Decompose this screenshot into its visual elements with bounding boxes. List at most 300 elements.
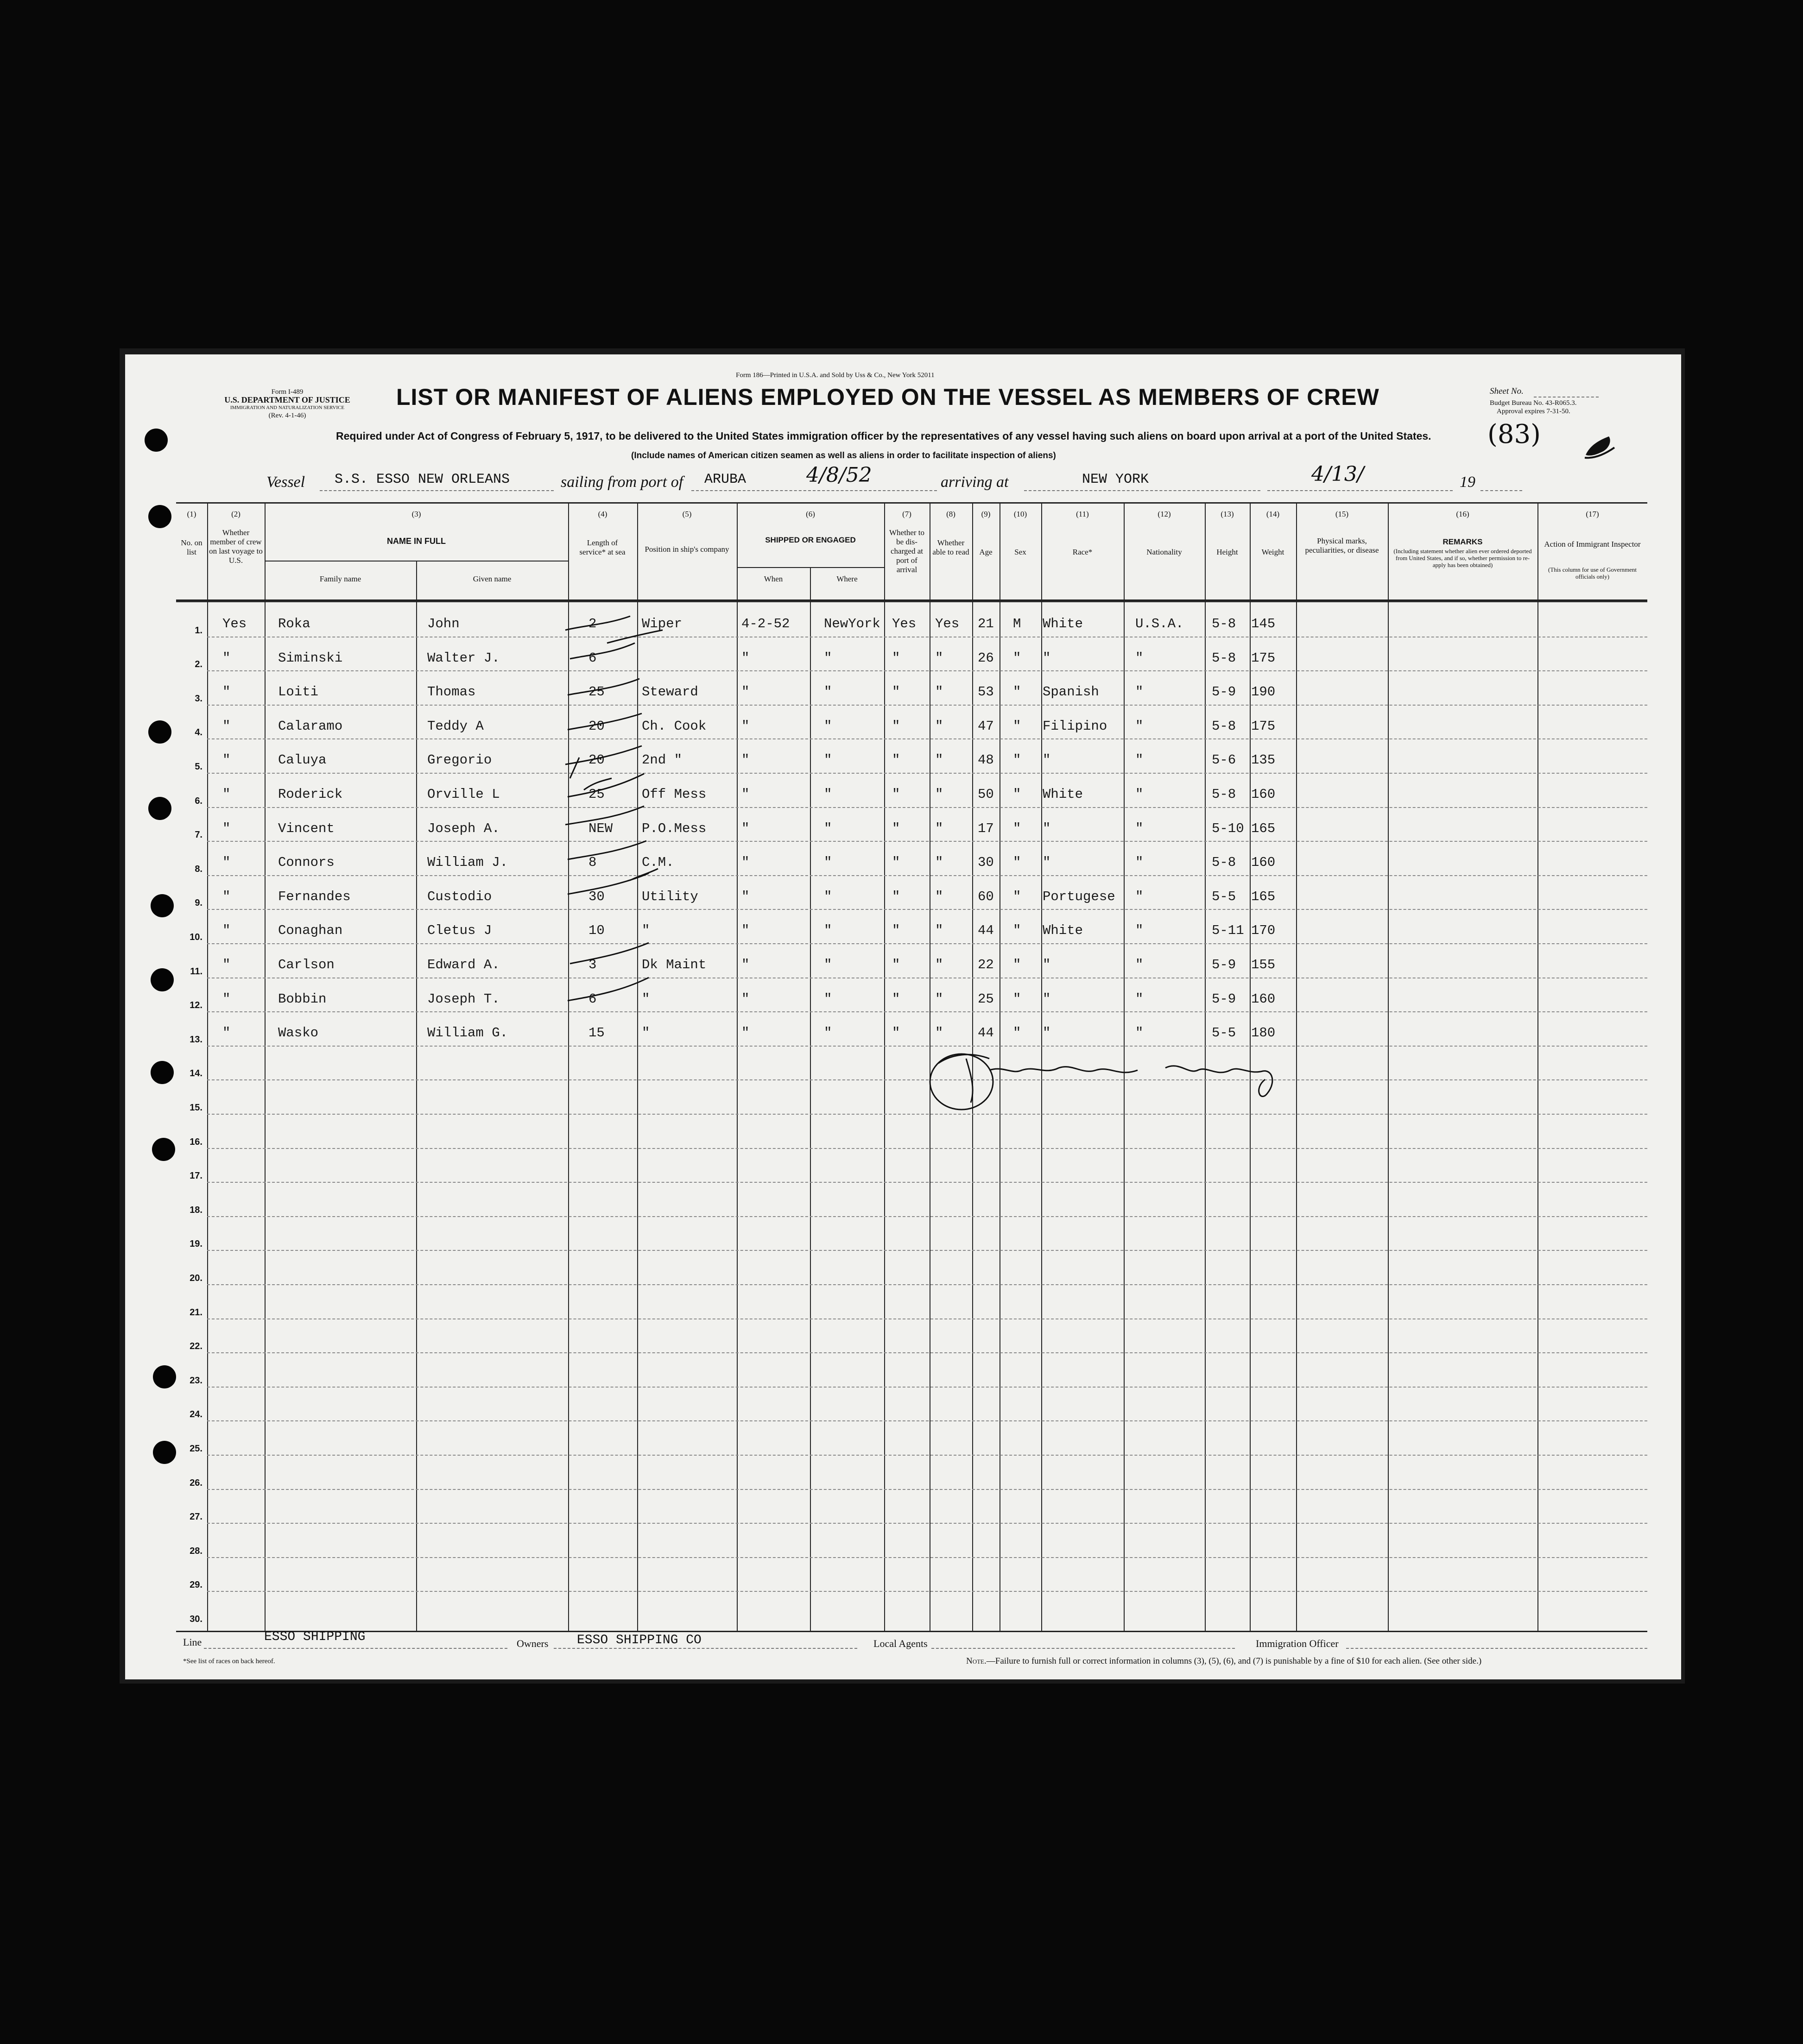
cell-sex: " — [1013, 991, 1021, 1007]
cell-height: 5-8 — [1212, 787, 1236, 802]
sheet-label: Sheet No. — [1490, 386, 1524, 396]
cell-prior: " — [222, 820, 231, 836]
cell-position: Wiper — [642, 616, 683, 631]
row-number: 5. — [195, 762, 202, 772]
cell-where: " — [824, 923, 832, 939]
header-race: Race* — [1072, 548, 1093, 556]
col-number: (5) — [682, 510, 692, 518]
port-field-line — [691, 490, 937, 491]
cell-nationality: " — [1135, 650, 1144, 666]
cell-read: " — [935, 684, 943, 700]
punch-hole — [148, 505, 171, 528]
cell-discharged: " — [892, 889, 900, 904]
table-bottom-rule — [176, 1631, 1647, 1632]
cell-height: 5-9 — [1212, 684, 1236, 700]
cell-height: 5-10 — [1212, 820, 1244, 836]
row-number: 2. — [195, 659, 202, 670]
cell-height: 5-5 — [1212, 1025, 1236, 1041]
cell-given: Thomas — [427, 684, 476, 700]
header-no-on-list: No. on list — [181, 538, 202, 556]
header-prior-voyage: Whether member of crew on last voyage to U.S. — [209, 528, 263, 565]
cell-race: White — [1043, 787, 1083, 802]
punch-hole — [148, 720, 171, 744]
row-number: 12. — [190, 1000, 202, 1011]
cell-service: 6 — [588, 991, 597, 1007]
row-number: 11. — [190, 966, 202, 977]
row-number: 1. — [195, 625, 202, 636]
owners-field — [554, 1648, 857, 1649]
cell-prior: " — [222, 718, 231, 734]
cell-service: 6 — [588, 650, 597, 666]
row-number: 15. — [190, 1103, 202, 1113]
cell-position: " — [642, 923, 650, 939]
cell-race: " — [1043, 1025, 1051, 1041]
header-physical-marks: Physical marks, peculiarities, or disease — [1305, 536, 1379, 555]
cell-position: C.M. — [642, 855, 674, 871]
header-able-to-read: Whether able to read — [932, 538, 969, 556]
row-number: 26. — [190, 1477, 202, 1488]
cell-when: 4-2-52 — [741, 616, 790, 631]
row-rule — [207, 1591, 1647, 1592]
agency-block — [218, 388, 357, 420]
row-number: 13. — [190, 1034, 202, 1045]
col-number: (17) — [1586, 510, 1599, 518]
line-label: Line — [183, 1636, 202, 1648]
row-number: 21. — [190, 1307, 202, 1318]
cell-family: Conaghan — [278, 923, 343, 939]
cell-when: " — [741, 787, 750, 802]
cell-prior: " — [222, 752, 231, 768]
row-number: 30. — [190, 1614, 202, 1624]
col-rule — [884, 502, 885, 1631]
cell-nationality: " — [1135, 718, 1144, 734]
cell-race: " — [1043, 855, 1051, 871]
cell-age: 25 — [978, 991, 994, 1007]
cell-age: 47 — [978, 718, 994, 734]
cell-weight: 155 — [1251, 957, 1276, 972]
cell-read: " — [935, 957, 943, 972]
row-number: 16. — [190, 1136, 202, 1147]
cell-race: " — [1043, 820, 1051, 836]
header-sex: Sex — [1014, 548, 1026, 556]
cell-family: Fernandes — [278, 889, 351, 904]
row-rule — [207, 670, 1647, 671]
col-number: (14) — [1266, 510, 1280, 518]
cell-when: " — [741, 991, 750, 1007]
vessel-name: S.S. ESSO NEW ORLEANS — [335, 472, 510, 487]
cell-where: " — [824, 787, 832, 802]
immigration-officer-label: Immigration Officer — [1256, 1638, 1339, 1649]
page-title: LIST OR MANIFEST OF ALIENS EMPLOYED ON THE VESSEL AS MEMBERS OF CREW — [396, 384, 1379, 410]
punch-hole — [151, 968, 174, 991]
department: U.S. DEPARTMENT OF JUSTICE — [224, 395, 350, 404]
col-rule — [737, 502, 738, 1631]
cell-when: " — [741, 684, 750, 700]
cell-family: Roderick — [278, 787, 343, 802]
cell-service: 3 — [588, 957, 597, 972]
punch-hole — [153, 1365, 176, 1388]
punch-hole — [148, 797, 171, 820]
year-field-line — [1480, 490, 1522, 491]
approval-expiry: Approval expires 7-31-50. — [1497, 408, 1570, 415]
header-discharged: Whether to be dis-charged at port of arrival — [889, 528, 924, 574]
cell-discharged: " — [892, 991, 900, 1007]
cell-service: 20 — [588, 718, 605, 734]
cell-height: 5-8 — [1212, 855, 1236, 871]
cell-weight: 180 — [1251, 1025, 1276, 1041]
line-value: ESSO SHIPPING — [264, 1630, 366, 1644]
cell-service: 30 — [588, 889, 605, 904]
cell-where: " — [824, 889, 832, 904]
cell-race: Spanish — [1043, 684, 1099, 700]
cell-when: " — [741, 752, 750, 768]
cell-when: " — [741, 820, 750, 836]
arrival-port: NEW YORK — [1082, 472, 1149, 487]
cell-discharged: " — [892, 923, 900, 939]
row-number: 28. — [190, 1546, 202, 1556]
cell-weight: 175 — [1251, 718, 1276, 734]
cell-when: " — [741, 1025, 750, 1041]
row-rule — [207, 1420, 1647, 1421]
cell-position: Utility — [642, 889, 698, 904]
cell-nationality: " — [1135, 1025, 1144, 1041]
cell-position: Ch. Cook — [642, 718, 707, 734]
cell-sex: " — [1013, 787, 1021, 802]
cell-sex: " — [1013, 889, 1021, 904]
cell-discharged: " — [892, 650, 900, 666]
cell-service: 2 — [588, 616, 597, 631]
cell-sex: " — [1013, 684, 1021, 700]
cell-sex: " — [1013, 1025, 1021, 1041]
cell-where: " — [824, 650, 832, 666]
cell-position: 2nd " — [642, 752, 683, 768]
cell-prior: " — [222, 684, 231, 700]
header-shipped-or-engaged: SHIPPED OR ENGAGED — [765, 536, 856, 544]
cell-nationality: " — [1135, 889, 1144, 904]
arrival-date-field-line — [1267, 490, 1453, 491]
arrival-port-field-line — [1024, 490, 1260, 491]
cell-read: Yes — [935, 616, 960, 631]
header-bottom-rule — [176, 599, 1647, 602]
row-rule — [207, 1250, 1647, 1251]
cell-family: Siminski — [278, 650, 343, 666]
printer-line: Form 186—Printed in U.S.A. and Sold by Uss & Co., New York 52011 — [736, 372, 935, 379]
cell-prior: " — [222, 991, 231, 1007]
cell-nationality: U.S.A. — [1135, 616, 1184, 631]
punch-hole — [145, 429, 168, 452]
cell-prior: Yes — [222, 616, 247, 631]
table-top-rule — [176, 502, 1647, 504]
owners-label: Owners — [517, 1638, 549, 1649]
cell-nationality: " — [1135, 684, 1144, 700]
cell-height: 5-9 — [1212, 991, 1236, 1007]
service-check-marks — [556, 602, 677, 1056]
punch-hole — [151, 894, 174, 917]
cell-weight: 135 — [1251, 752, 1276, 768]
line-field — [204, 1648, 507, 1649]
cell-height: 5-11 — [1212, 923, 1244, 939]
col-number: (15) — [1335, 510, 1349, 518]
header-nationality: Nationality — [1146, 548, 1182, 556]
cell-discharged: Yes — [892, 616, 917, 631]
row-number: 8. — [195, 864, 202, 874]
col-number: (2) — [231, 510, 240, 518]
header-given-name: Given name — [473, 574, 512, 583]
row-number: 17. — [190, 1171, 202, 1181]
vessel-field-line — [320, 490, 554, 491]
year-label: 19 — [1460, 473, 1475, 491]
col-number: (11) — [1076, 510, 1089, 518]
cell-read: " — [935, 820, 943, 836]
row-rule — [207, 841, 1647, 842]
cell-weight: 190 — [1251, 684, 1276, 700]
row-number: 19. — [190, 1239, 202, 1249]
cell-prior: " — [222, 1025, 231, 1041]
cell-nationality: " — [1135, 957, 1144, 972]
cell-given: Custodio — [427, 889, 492, 904]
cell-age: 22 — [978, 957, 994, 972]
cell-discharged: " — [892, 1025, 900, 1041]
cell-read: " — [935, 1025, 943, 1041]
cell-given: Gregorio — [427, 752, 492, 768]
cell-sex: " — [1013, 820, 1021, 836]
vessel-label: Vessel — [266, 473, 305, 491]
cell-nationality: " — [1135, 820, 1144, 836]
cell-where: NewYork — [824, 616, 880, 631]
cell-service: 25 — [588, 787, 605, 802]
header-inspector-note: (This column for use of Government officials only) — [1548, 566, 1637, 580]
cell-prior: " — [222, 889, 231, 904]
penalty-note — [966, 1656, 1481, 1666]
row-rule — [207, 1557, 1647, 1558]
cell-sex: " — [1013, 957, 1021, 972]
row-rule — [207, 738, 1647, 739]
cell-prior: " — [222, 650, 231, 666]
cell-read: " — [935, 650, 943, 666]
punch-hole — [151, 1061, 174, 1084]
col-rule — [265, 502, 266, 1631]
row-rule — [207, 1523, 1647, 1524]
col-number: (8) — [946, 510, 955, 518]
sailing-port: ARUBA — [704, 472, 747, 487]
col-rule — [1537, 502, 1538, 1631]
cell-age: 50 — [978, 787, 994, 802]
cell-service: 15 — [588, 1025, 605, 1041]
header-family-name: Family name — [319, 574, 361, 583]
row-rule — [207, 1455, 1647, 1456]
cell-discharged: " — [892, 820, 900, 836]
cell-family: Loiti — [278, 684, 319, 700]
row-number: 6. — [195, 795, 202, 806]
sailing-label: sailing from port of — [561, 473, 683, 491]
cell-where: " — [824, 855, 832, 871]
races-note: *See list of races on back hereof. — [183, 1658, 275, 1665]
signature — [920, 1038, 1300, 1121]
col-rule — [1388, 502, 1389, 1631]
row-rule — [207, 1284, 1647, 1285]
row-rule — [207, 773, 1647, 774]
cell-given: John — [427, 616, 460, 631]
cell-race: White — [1043, 616, 1083, 631]
cell-discharged: " — [892, 684, 900, 700]
cell-family: Connors — [278, 855, 335, 871]
row-number: 24. — [190, 1409, 202, 1420]
cell-service: 25 — [588, 684, 605, 700]
row-number: 10. — [190, 932, 202, 942]
cell-prior: " — [222, 855, 231, 871]
row-number: 29. — [190, 1580, 202, 1590]
cell-position: " — [642, 1025, 650, 1041]
cell-family: Vincent — [278, 820, 335, 836]
row-number: 25. — [190, 1444, 202, 1454]
cell-position: " — [642, 991, 650, 1007]
col-number: (6) — [806, 510, 815, 518]
row-rule — [207, 1182, 1647, 1183]
cell-given: Joseph T. — [427, 991, 500, 1007]
cell-weight: 160 — [1251, 787, 1276, 802]
cell-family: Caluya — [278, 752, 327, 768]
cell-race: " — [1043, 991, 1051, 1007]
cell-read: " — [935, 855, 943, 871]
cell-family: Bobbin — [278, 991, 327, 1007]
header-age: Age — [979, 548, 993, 556]
col-rule — [416, 561, 417, 1631]
cell-age: 60 — [978, 889, 994, 904]
cell-when: " — [741, 889, 750, 904]
cell-given: Joseph A. — [427, 820, 500, 836]
header-name-in-full: NAME IN FULL — [387, 536, 446, 546]
cell-position: P.O.Mess — [642, 820, 707, 836]
cell-given: William G. — [427, 1025, 508, 1041]
header-position: Position in ship's company — [645, 545, 729, 554]
header-weight: Weight — [1261, 548, 1284, 556]
row-rule — [207, 807, 1647, 808]
row-rule — [207, 909, 1647, 910]
cell-age: 17 — [978, 820, 994, 836]
cell-sex: " — [1013, 718, 1021, 734]
cell-service: NEW — [588, 820, 613, 836]
subtitle: Required under Act of Congress of February 5, 1917, to be delivered to the United States immigration officer by the representatives of any vessel having such aliens on board upon arrival at a port of the United States. — [336, 430, 1431, 442]
cell-height: 5-6 — [1212, 752, 1236, 768]
col-number: (9) — [981, 510, 991, 518]
budget-number: Budget Bureau No. 43-R065.3. — [1490, 399, 1577, 407]
punch-hole — [152, 1138, 175, 1161]
cell-prior: " — [222, 923, 231, 939]
cell-given: Edward A. — [427, 957, 500, 972]
cell-weight: 170 — [1251, 923, 1276, 939]
cell-race: Filipino — [1043, 718, 1107, 734]
cell-weight: 160 — [1251, 991, 1276, 1007]
cell-age: 44 — [978, 1025, 994, 1041]
row-number: 9. — [195, 898, 202, 908]
cell-family: Roka — [278, 616, 310, 631]
shipped-subheader-rule — [737, 567, 884, 568]
cell-prior: " — [222, 957, 231, 972]
cell-read: " — [935, 718, 943, 734]
cell-race: " — [1043, 650, 1051, 666]
cell-height: 5-8 — [1212, 616, 1236, 631]
row-rule — [207, 1011, 1647, 1012]
cell-nationality: " — [1135, 855, 1144, 871]
cell-age: 26 — [978, 650, 994, 666]
cell-given: William J. — [427, 855, 508, 871]
row-rule — [207, 705, 1647, 706]
row-rule — [207, 875, 1647, 876]
col-number: (10) — [1013, 510, 1027, 518]
cell-where: " — [824, 684, 832, 700]
cell-sex: " — [1013, 752, 1021, 768]
cell-weight: 175 — [1251, 650, 1276, 666]
header-when: When — [764, 574, 783, 583]
cell-age: 44 — [978, 923, 994, 939]
cell-position: Steward — [642, 684, 698, 700]
cell-service: 10 — [588, 923, 605, 939]
col-number: (12) — [1158, 510, 1171, 518]
cell-weight: 160 — [1251, 855, 1276, 871]
cell-service: 20 — [588, 752, 605, 768]
col-number: (16) — [1456, 510, 1469, 518]
cell-given: Cletus J — [427, 923, 492, 939]
cell-position: Dk Maint — [642, 957, 707, 972]
row-number: 22. — [190, 1341, 202, 1352]
header-inspector-action: Action of Immigrant Inspector — [1544, 540, 1641, 549]
cell-when: " — [741, 923, 750, 939]
cell-discharged: " — [892, 855, 900, 871]
owners-value: ESSO SHIPPING CO — [577, 1633, 702, 1647]
cell-family: Calaramo — [278, 718, 343, 734]
immigration-officer-field — [1346, 1648, 1647, 1649]
cell-where: " — [824, 1025, 832, 1041]
row-number: 20. — [190, 1273, 202, 1283]
page-mark: (83) — [1487, 419, 1541, 449]
subnote: (Include names of American citizen seamen as well as aliens in order to facilitate inspection of aliens) — [631, 451, 1056, 461]
cell-race: White — [1043, 923, 1083, 939]
row-number: 14. — [190, 1068, 202, 1079]
cell-sex: " — [1013, 855, 1021, 871]
cell-race: Portugese — [1043, 889, 1115, 904]
cell-race: " — [1043, 957, 1051, 972]
cell-sex: " — [1013, 650, 1021, 666]
row-rule — [207, 1352, 1647, 1353]
cell-where: " — [824, 991, 832, 1007]
cell-height: 5-8 — [1212, 650, 1236, 666]
service: IMMIGRATION AND NATURALIZATION SERVICE — [230, 405, 345, 410]
row-number: 7. — [195, 830, 202, 840]
cell-discharged: " — [892, 957, 900, 972]
row-rule — [207, 1216, 1647, 1217]
row-number: 27. — [190, 1512, 202, 1522]
col-rule — [207, 502, 208, 1631]
cell-nationality: " — [1135, 923, 1144, 939]
arrival-date: 4/13/ — [1311, 462, 1364, 486]
cell-given: Orville L — [427, 787, 500, 802]
header-remarks-note: (Including statement whether alien ever ordered deported from United States, and if so, whether permission to re-apply has been obtained) — [1393, 548, 1532, 568]
cell-age: 48 — [978, 752, 994, 768]
cell-height: 5-8 — [1212, 718, 1236, 734]
cell-given: Walter J. — [427, 650, 500, 666]
cell-when: " — [741, 718, 750, 734]
col-number: (13) — [1221, 510, 1234, 518]
cell-when: " — [741, 957, 750, 972]
row-rule — [207, 943, 1647, 944]
cell-nationality: " — [1135, 991, 1144, 1007]
sailing-date: 4/8/52 — [806, 463, 872, 487]
col-number: (1) — [187, 510, 196, 518]
cell-when: " — [741, 650, 750, 666]
cell-read: " — [935, 787, 943, 802]
cell-sex: M — [1013, 616, 1021, 631]
cell-discharged: " — [892, 787, 900, 802]
